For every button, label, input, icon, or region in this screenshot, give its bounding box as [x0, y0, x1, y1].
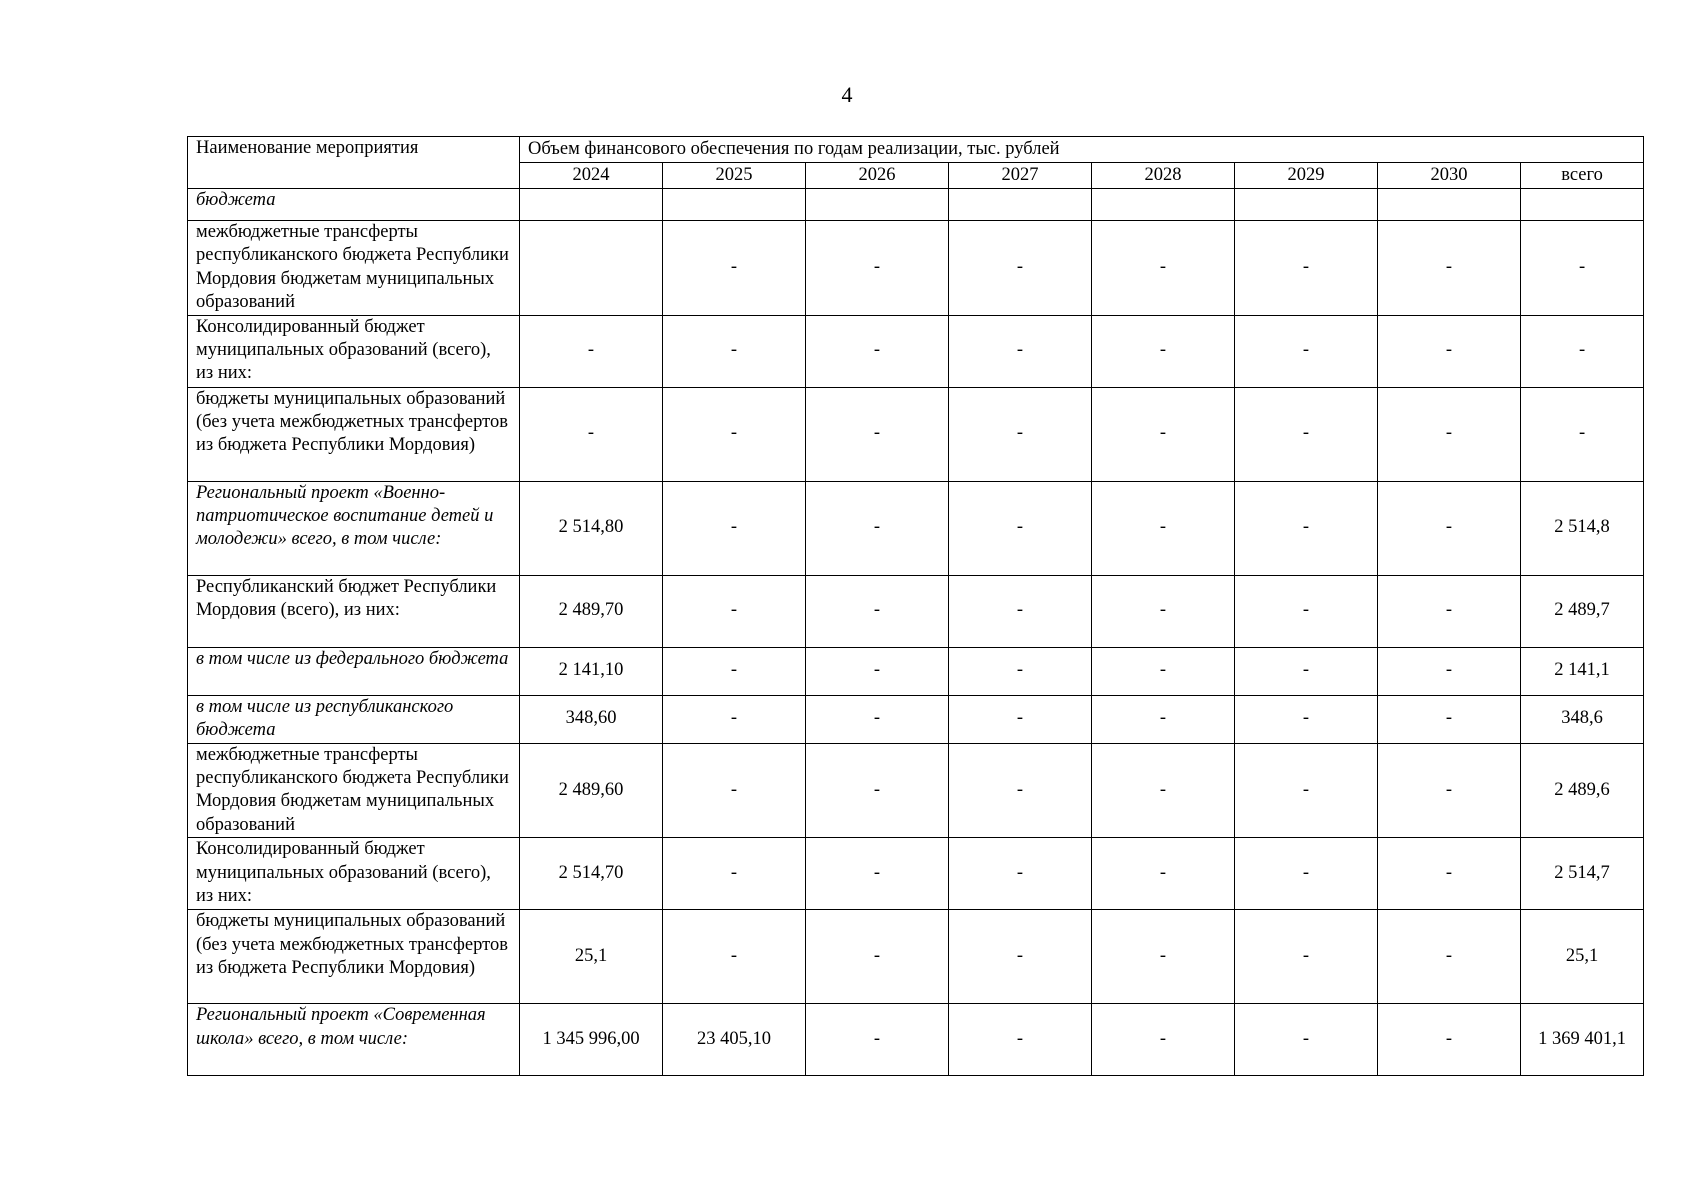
- value-cell: -: [1235, 647, 1378, 695]
- row-name: Консолидированный бюджет муниципальных образований (всего), из них:: [188, 838, 520, 910]
- year-header: 2029: [1235, 163, 1378, 189]
- value-cell: -: [806, 575, 949, 647]
- row-name: межбюджетные трансферты республиканского бюджета Республики Мордовия бюджетам муниципальных образований: [188, 743, 520, 838]
- year-header: 2024: [520, 163, 663, 189]
- value-cell: -: [1092, 647, 1235, 695]
- value-cell: [806, 189, 949, 221]
- row-name: в том числе из республиканского бюджета: [188, 695, 520, 743]
- value-cell: -: [1235, 695, 1378, 743]
- value-cell: -: [806, 910, 949, 1004]
- value-cell: -: [1378, 221, 1521, 316]
- value-cell: -: [949, 575, 1092, 647]
- value-cell: -: [1378, 647, 1521, 695]
- value-cell: -: [806, 481, 949, 575]
- value-cell: -: [1092, 910, 1235, 1004]
- table-row: [188, 910, 1644, 1004]
- table-row: [188, 575, 1644, 647]
- value-cell: -: [663, 910, 806, 1004]
- value-cell: -: [1092, 838, 1235, 910]
- total-cell: 348,6: [1521, 695, 1644, 743]
- table-row: [188, 221, 1644, 316]
- value-cell: -: [949, 387, 1092, 481]
- table-row: [188, 743, 1644, 838]
- value-cell: -: [520, 315, 663, 387]
- value-cell: -: [1092, 481, 1235, 575]
- value-cell: -: [1235, 481, 1378, 575]
- value-cell: -: [663, 481, 806, 575]
- value-cell: -: [806, 315, 949, 387]
- total-cell: [1521, 189, 1644, 221]
- row-name: бюджеты муниципальных образований (без учета межбюджетных трансфертов из бюджета Республики Мордовия): [188, 387, 520, 481]
- value-cell: [1092, 189, 1235, 221]
- value-cell: -: [663, 387, 806, 481]
- value-cell: -: [663, 315, 806, 387]
- total-cell: -: [1521, 221, 1644, 316]
- value-cell: -: [663, 695, 806, 743]
- value-cell: -: [1092, 695, 1235, 743]
- value-cell: -: [806, 695, 949, 743]
- header-row: [188, 137, 1644, 163]
- year-header: 2027: [949, 163, 1092, 189]
- value-cell: 2 489,60: [520, 743, 663, 838]
- value-cell: -: [806, 743, 949, 838]
- total-cell: -: [1521, 387, 1644, 481]
- value-cell: -: [1092, 315, 1235, 387]
- row-name: Региональный проект «Военно-патриотическое воспитание детей и молодежи» всего, в том числе:: [188, 481, 520, 575]
- total-cell: 2 514,7: [1521, 838, 1644, 910]
- row-name: Региональный проект «Современная школа» всего, в том числе:: [188, 1004, 520, 1076]
- value-cell: -: [663, 221, 806, 316]
- value-cell: -: [1378, 743, 1521, 838]
- value-cell: -: [1235, 743, 1378, 838]
- value-cell: -: [806, 1004, 949, 1076]
- value-cell: -: [949, 743, 1092, 838]
- value-cell: -: [806, 221, 949, 316]
- value-cell: -: [806, 838, 949, 910]
- value-cell: -: [1378, 1004, 1521, 1076]
- row-name: Консолидированный бюджет муниципальных образований (всего), из них:: [188, 315, 520, 387]
- total-cell: 2 141,1: [1521, 647, 1644, 695]
- value-cell: -: [949, 647, 1092, 695]
- total-cell: 2 514,8: [1521, 481, 1644, 575]
- table-row: [188, 189, 1644, 221]
- page-number: 4: [841, 82, 853, 107]
- value-cell: -: [663, 838, 806, 910]
- value-cell: -: [1235, 315, 1378, 387]
- column-header-volume: Объем финансового обеспечения по годам реализации, тыс. рублей: [520, 137, 1644, 163]
- value-cell: -: [949, 315, 1092, 387]
- value-cell: 25,1: [520, 910, 663, 1004]
- value-cell: 2 514,70: [520, 838, 663, 910]
- value-cell: 2 514,80: [520, 481, 663, 575]
- value-cell: [520, 221, 663, 316]
- value-cell: -: [663, 575, 806, 647]
- value-cell: -: [949, 1004, 1092, 1076]
- value-cell: -: [1235, 575, 1378, 647]
- value-cell: 2 489,70: [520, 575, 663, 647]
- table-row: [188, 315, 1644, 387]
- value-cell: 2 141,10: [520, 647, 663, 695]
- row-name: бюджеты муниципальных образований (без учета межбюджетных трансфертов из бюджета Республики Мордовия): [188, 910, 520, 1004]
- value-cell: -: [949, 481, 1092, 575]
- value-cell: -: [949, 695, 1092, 743]
- table-row: [188, 695, 1644, 743]
- value-cell: -: [1378, 481, 1521, 575]
- table-row: [188, 1004, 1644, 1076]
- value-cell: -: [1092, 387, 1235, 481]
- total-cell: 2 489,7: [1521, 575, 1644, 647]
- value-cell: [949, 189, 1092, 221]
- table-row: [188, 838, 1644, 910]
- table-row: [188, 481, 1644, 575]
- year-header: 2026: [806, 163, 949, 189]
- row-name: бюджета: [188, 189, 520, 221]
- table-row: [188, 387, 1644, 481]
- value-cell: [663, 189, 806, 221]
- value-cell: -: [1378, 695, 1521, 743]
- value-cell: -: [1235, 838, 1378, 910]
- value-cell: -: [1378, 315, 1521, 387]
- total-cell: 2 489,6: [1521, 743, 1644, 838]
- value-cell: -: [1378, 910, 1521, 1004]
- total-cell: -: [1521, 315, 1644, 387]
- year-header: 2030: [1378, 163, 1521, 189]
- value-cell: -: [806, 647, 949, 695]
- total-cell: 1 369 401,1: [1521, 1004, 1644, 1076]
- row-name: в том числе из федерального бюджета: [188, 647, 520, 695]
- value-cell: -: [1235, 910, 1378, 1004]
- total-cell: 25,1: [1521, 910, 1644, 1004]
- value-cell: -: [949, 910, 1092, 1004]
- financing-table: [187, 136, 1644, 1076]
- value-cell: -: [1092, 575, 1235, 647]
- value-cell: -: [1378, 575, 1521, 647]
- value-cell: -: [806, 387, 949, 481]
- value-cell: 23 405,10: [663, 1004, 806, 1076]
- year-header: 2028: [1092, 163, 1235, 189]
- value-cell: -: [949, 221, 1092, 316]
- value-cell: -: [1235, 221, 1378, 316]
- value-cell: -: [1235, 387, 1378, 481]
- value-cell: -: [1092, 743, 1235, 838]
- row-name: Республиканский бюджет Республики Мордовия (всего), из них:: [188, 575, 520, 647]
- value-cell: -: [1378, 838, 1521, 910]
- total-header: всего: [1521, 163, 1644, 189]
- year-header: 2025: [663, 163, 806, 189]
- value-cell: [520, 189, 663, 221]
- value-cell: -: [1235, 1004, 1378, 1076]
- value-cell: -: [663, 647, 806, 695]
- value-cell: 1 345 996,00: [520, 1004, 663, 1076]
- value-cell: -: [1378, 387, 1521, 481]
- value-cell: -: [1092, 1004, 1235, 1076]
- value-cell: [1235, 189, 1378, 221]
- row-name: межбюджетные трансферты республиканского бюджета Республики Мордовия бюджетам муниципальных образований: [188, 221, 520, 316]
- table-row: [188, 647, 1644, 695]
- value-cell: [1378, 189, 1521, 221]
- value-cell: -: [663, 743, 806, 838]
- value-cell: -: [949, 838, 1092, 910]
- value-cell: -: [1092, 221, 1235, 316]
- value-cell: 348,60: [520, 695, 663, 743]
- value-cell: -: [520, 387, 663, 481]
- column-header-name: Наименование мероприятия: [188, 137, 520, 189]
